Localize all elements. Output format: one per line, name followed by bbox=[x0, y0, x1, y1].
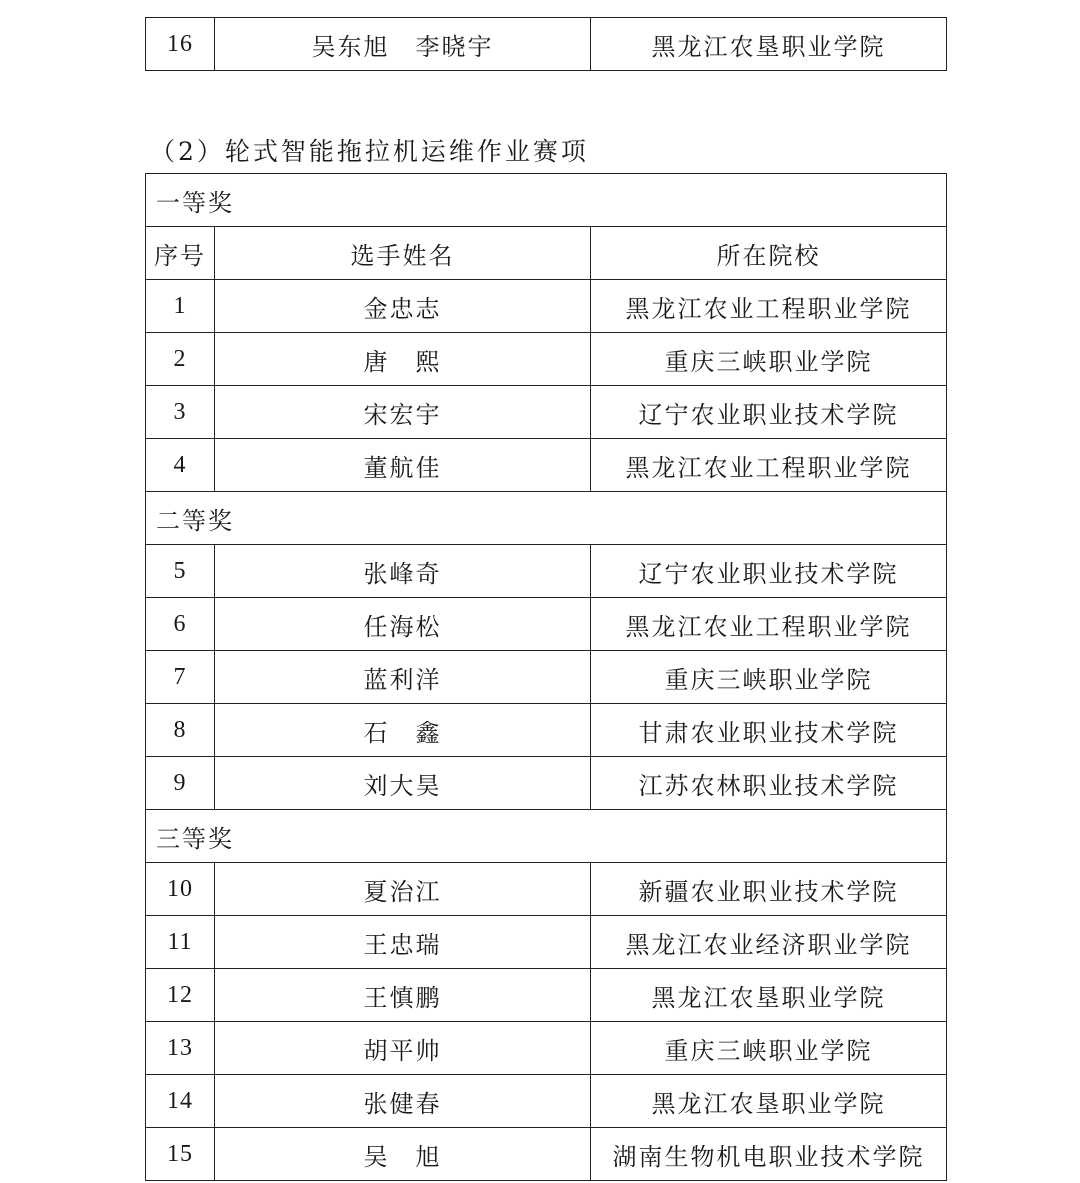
school-name: 黑龙江农垦职业学院 bbox=[591, 969, 947, 1022]
header-school: 所在院校 bbox=[591, 227, 947, 280]
row-number: 7 bbox=[146, 651, 215, 704]
prize-level-label: 一等奖 bbox=[146, 174, 947, 227]
row-number: 5 bbox=[146, 545, 215, 598]
school-name: 甘肃农业职业技术学院 bbox=[591, 704, 947, 757]
school-name: 辽宁农业职业技术学院 bbox=[591, 386, 947, 439]
table-row bbox=[146, 280, 947, 333]
contestant-name: 张峰奇 bbox=[215, 545, 591, 598]
table-row bbox=[146, 969, 947, 1022]
school-name: 江苏农林职业技术学院 bbox=[591, 757, 947, 810]
table-row bbox=[146, 916, 947, 969]
contestant-name: 任海松 bbox=[215, 598, 591, 651]
table-row bbox=[146, 1128, 947, 1181]
contestant-name: 刘大昊 bbox=[215, 757, 591, 810]
contestant-name: 王忠瑞 bbox=[215, 916, 591, 969]
table-row bbox=[146, 1075, 947, 1128]
prize-level-row bbox=[146, 810, 947, 863]
table-row bbox=[146, 333, 947, 386]
prize-level-row bbox=[146, 174, 947, 227]
row-number: 10 bbox=[146, 863, 215, 916]
row-number: 16 bbox=[146, 18, 215, 71]
school-name: 重庆三峡职业学院 bbox=[591, 1022, 947, 1075]
contestant-name: 吴 旭 bbox=[215, 1128, 591, 1181]
row-number: 11 bbox=[146, 916, 215, 969]
school-name: 黑龙江农业工程职业学院 bbox=[591, 280, 947, 333]
school-name: 辽宁农业职业技术学院 bbox=[591, 545, 947, 598]
school-name: 重庆三峡职业学院 bbox=[591, 651, 947, 704]
school-name: 黑龙江农业工程职业学院 bbox=[591, 439, 947, 492]
prize-level-label: 三等奖 bbox=[146, 810, 947, 863]
school-name: 黑龙江农垦职业学院 bbox=[591, 18, 947, 71]
table-row bbox=[146, 704, 947, 757]
header-row bbox=[146, 227, 947, 280]
contestant-name: 张健春 bbox=[215, 1075, 591, 1128]
row-number: 1 bbox=[146, 280, 215, 333]
carryover-table bbox=[145, 17, 947, 71]
school-name: 新疆农业职业技术学院 bbox=[591, 863, 947, 916]
carryover-table-body bbox=[146, 18, 947, 71]
school-name: 湖南生物机电职业技术学院 bbox=[591, 1128, 947, 1181]
header-name: 选手姓名 bbox=[215, 227, 591, 280]
school-name: 黑龙江农业经济职业学院 bbox=[591, 916, 947, 969]
row-number: 9 bbox=[146, 757, 215, 810]
table-row bbox=[146, 439, 947, 492]
contestant-name: 唐 熙 bbox=[215, 333, 591, 386]
table-row bbox=[146, 18, 947, 71]
row-number: 14 bbox=[146, 1075, 215, 1128]
award-table bbox=[145, 173, 947, 1181]
row-number: 15 bbox=[146, 1128, 215, 1181]
table-row bbox=[146, 651, 947, 704]
table-row bbox=[146, 598, 947, 651]
row-number: 6 bbox=[146, 598, 215, 651]
section-title: （2）轮式智能拖拉机运维作业赛项 bbox=[150, 137, 589, 166]
table-row bbox=[146, 545, 947, 598]
contestant-name: 石 鑫 bbox=[215, 704, 591, 757]
prize-level-row bbox=[146, 492, 947, 545]
contestant-name: 蓝利洋 bbox=[215, 651, 591, 704]
header-number: 序号 bbox=[146, 227, 215, 280]
row-number: 4 bbox=[146, 439, 215, 492]
contestant-name: 夏治江 bbox=[215, 863, 591, 916]
row-number: 3 bbox=[146, 386, 215, 439]
award-table-body bbox=[146, 174, 947, 1181]
school-name: 黑龙江农垦职业学院 bbox=[591, 1075, 947, 1128]
row-number: 12 bbox=[146, 969, 215, 1022]
contestant-name: 胡平帅 bbox=[215, 1022, 591, 1075]
contestant-name: 宋宏宇 bbox=[215, 386, 591, 439]
table-row bbox=[146, 757, 947, 810]
row-number: 13 bbox=[146, 1022, 215, 1075]
table-row bbox=[146, 863, 947, 916]
contestant-name: 王慎鹏 bbox=[215, 969, 591, 1022]
prize-level-label: 二等奖 bbox=[146, 492, 947, 545]
row-number: 8 bbox=[146, 704, 215, 757]
table-row bbox=[146, 386, 947, 439]
contestant-name: 董航佳 bbox=[215, 439, 591, 492]
school-name: 重庆三峡职业学院 bbox=[591, 333, 947, 386]
table-row bbox=[146, 1022, 947, 1075]
contestant-name: 吴东旭 李晓宇 bbox=[215, 18, 591, 71]
school-name: 黑龙江农业工程职业学院 bbox=[591, 598, 947, 651]
row-number: 2 bbox=[146, 333, 215, 386]
contestant-name: 金忠志 bbox=[215, 280, 591, 333]
